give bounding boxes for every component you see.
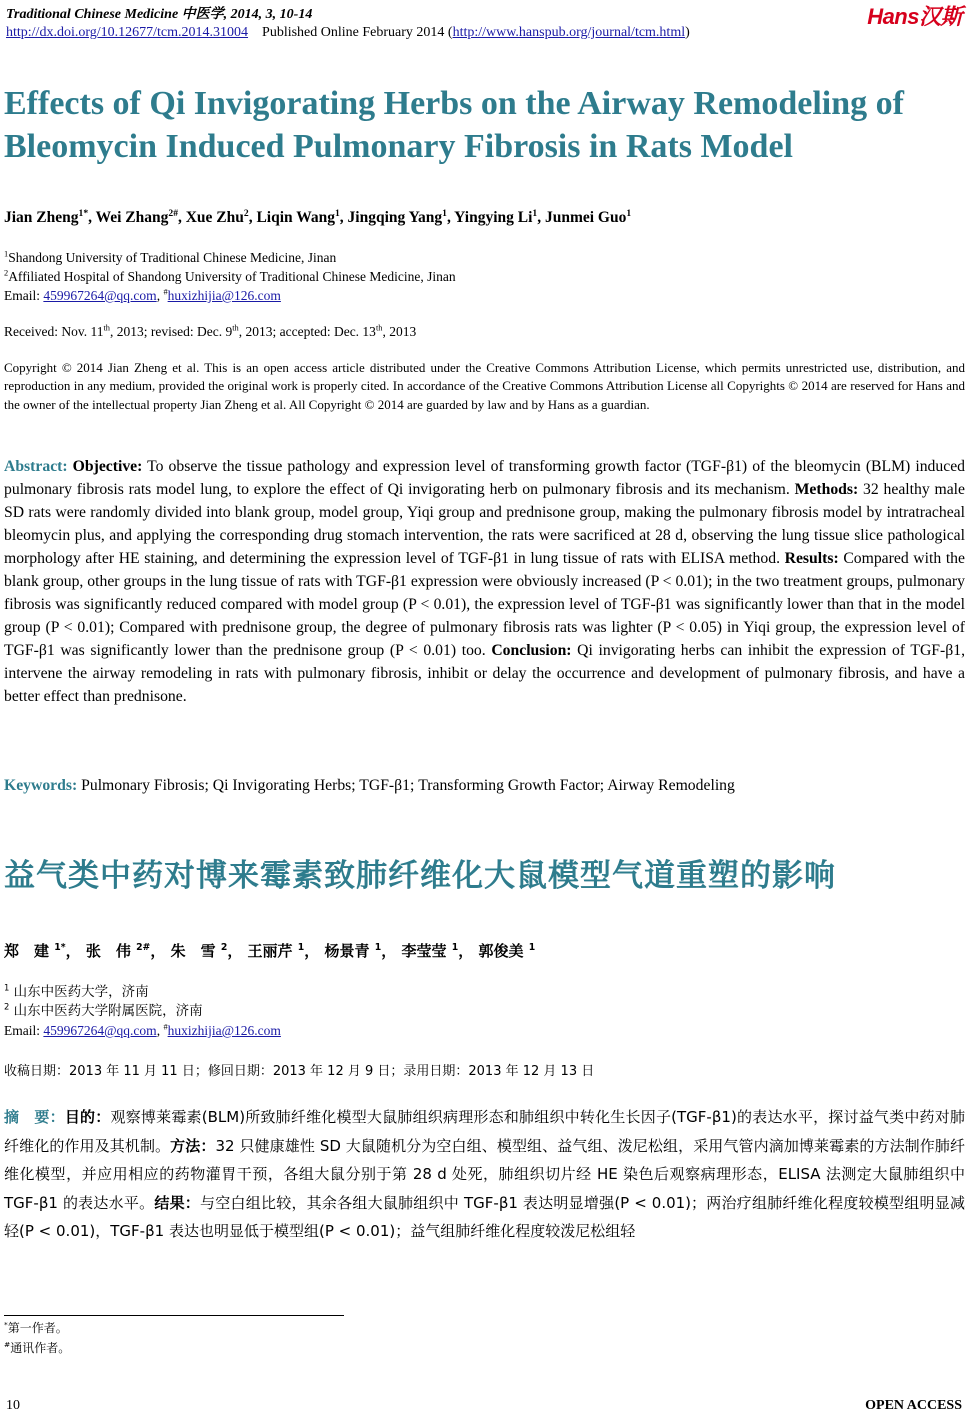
journal-link[interactable]: http://www.hanspub.org/journal/tcm.html — [452, 25, 686, 40]
author-list: Jian Zheng$^{1*}$, Wei Zhang$^{2\#}$, Xue Zhu$^2$, Liqin Wang$^1$, Jingqing Yang$^1$, Yingying Li$^1$, Junmei Guo$^1$ — [4, 207, 632, 226]
open-access-label: OPEN ACCESS — [865, 1398, 962, 1413]
email-line: Email: 459967264@qq.com, #huxizhijia@126.com — [4, 287, 281, 303]
doi-link[interactable]: http://dx.doi.org/10.12677/tcm.2014.31004 — [6, 25, 249, 40]
footnote-divider — [4, 1315, 344, 1316]
email-link[interactable]: 459967264@qq.com — [43, 1023, 157, 1038]
author: Jingqing Yang — [347, 209, 443, 226]
page-number: 10 — [6, 1398, 20, 1413]
email-line-cn: Email: 459967264@qq.com, #huxizhijia@126.com — [4, 1022, 281, 1038]
affiliations-cn — [4, 983, 704, 1040]
email-link[interactable]: huxizhijia@126.com — [167, 1023, 281, 1038]
footnote-corresponding: #通讯作者。 — [4, 1340, 71, 1355]
footnotes — [4, 1318, 70, 1358]
paper-title-cn: 益气类中药对博来霉素致肺纤维化大鼠模型气道重塑的影响 — [4, 858, 836, 894]
author: Xue Zhu — [185, 209, 244, 226]
affiliations — [4, 248, 964, 305]
abstract-en: Abstract: Objective: To observe the tissue pathology and expression level of transforming growth factor (TGF-β1) of the bleomycin (BLM) induced pulmonary fibrosis rats model lung, to explore the effect of Qi invigorating herb on pulmonary fibrosis and its mechanism. Methods: 32 healthy male SD rats were randomly divided into blank group, model group, Yiqi group and prednisone group, making the pulmonary fibrosis model by intratracheal bleomycin plus, and applying the corresponding drug stomach intervention, the rats were sacrificed at 28 d, observing the lung tissue slice pathological morphology after HE staining, and determining the expression level of TGF-β1 in lung tissue of rats with ELISA method. Results: Compared with the blank group, other groups in the lung tissue of rats with TGF-β1 expression were obviously increased (P < 0.01); in the two treatment groups, pulmonary fibrosis was significantly reduced compared with model group (P < 0.01), the expression level of TGF-β1 was significantly lower than that in the model group (P < 0.01); Compared with prednisone group, the degree of pulmonary fibrosis rats was lighter (P < 0.05) in Yiqi group, the expression level of TGF-β1 was significantly lower than the prednisone group (P < 0.01) too. Conclusion: Qi invigorating herbs can inhibit the expression of TGF-β1, intervene the airway remodeling in rats with pulmonary fibrosis, inhibit or delay the occurrence and development of pulmonary fibrosis, and have a better effect than prednisone. — [4, 458, 966, 705]
copyright-notice: Copyright © 2014 Jian Zheng et al. This is an open access article distributed under the Creative Commons Attribution License, which permits unrestricted use, distribution, and reproduction in any medium, provided the original work is properly cited. In accordance of the Creative Commons Attribution License all Copyrights © 2014 are reserved for Hans and the owner of the intellectual property Jian Zheng et al. All Copyright © 2014 are guarded by law and by Hans as a guardian. — [4, 360, 965, 412]
received-dates-cn: 收稿日期：2013 年 11 月 11 日；修回日期：2013 年 12 月 9 日；录用日期：2013 年 12 月 13 日 — [4, 1064, 595, 1079]
author: Liqin Wang — [256, 209, 335, 226]
paper-title: Effects of Qi Invigorating Herbs on the Airway Remodeling of Bleomycin Induced Pulmonary Fibrosis in Rats Model — [4, 85, 904, 165]
email-link[interactable]: huxizhijia@126.com — [167, 288, 281, 303]
publisher-logo: Hans汉斯 — [867, 4, 962, 29]
keywords-en: Keywords: Pulmonary Fibrosis; Qi Invigorating Herbs; TGF-β1; Transforming Growth Factor; Airway Remodeling — [4, 777, 735, 794]
affiliation-cn-1: $^1$ 山东中医药大学，济南 — [4, 982, 149, 1000]
author: Wei Zhang — [95, 209, 169, 226]
author: Yingying Li — [454, 209, 533, 226]
author: Junmei Guo — [544, 209, 627, 226]
received-dates: Received: Nov. 11th, 2013; revised: Dec. 9th, 2013; accepted: Dec. 13th, 2013 — [4, 323, 417, 339]
email-link[interactable]: 459967264@qq.com — [43, 288, 157, 303]
affiliation-2: $^2$Affiliated Hospital of Shandong University of Traditional Chinese Medicine, Jinan — [4, 268, 456, 284]
affiliation-1: $^1$Shandong University of Traditional Chinese Medicine, Jinan — [4, 249, 337, 265]
author: Jian Zheng — [4, 209, 79, 226]
author-list-cn: 郑 建 $^{1*}$， 张 伟 $^{2\#}$， 朱 雪 $^2$， 王丽芹 $^1$， 杨景青 $^1$， 李莹莹 $^1$， 郭俊美 $^1$ — [4, 942, 536, 960]
abstract-cn: 摘 要：目的：观察博莱霉素(BLM)所致肺纤维化模型大鼠肺组织病理形态和肺组织中转化生长因子(TGF-β1)的表达水平，探讨益气类中药对肺纤维化的作用及其机制。方法：32 只健康雄性 SD 大鼠随机分为空白组、模型组、益气组、泼尼松组，采用气管内滴加博莱霉素的方法制作肺纤维化模型，并应用相应的药物灌胃干预，各组大鼠分别于第 28 d 处死，肺组织切片经 HE 染色后观察病理形态，ELISA 法测定大鼠肺组织中 TGF-β1 的表达水平。结果：与空白组比较，其余各组大鼠肺组织中 TGF-β1 表达明显增强(P < 0.01)；两治疗组肺纤维化程度较模型组明显减轻(P < 0.01)，TGF-β1 表达也明显低于模型组(P < 0.01)；益气组肺纤维化程度较泼尼松组轻 — [4, 1108, 965, 1241]
doi-line: http://dx.doi.org/10.12677/tcm.2014.31004 Published Online February 2014 (http://www.hanspub.org/journal/tcm.html) — [6, 25, 690, 40]
affiliation-cn-2: $^2$ 山东中医药大学附属医院，济南 — [4, 1001, 203, 1019]
journal-citation: Traditional Chinese Medicine 中医学, 2014, 3, 10-14 — [6, 7, 313, 22]
footnote-first-author: *第一作者。 — [4, 1320, 68, 1335]
